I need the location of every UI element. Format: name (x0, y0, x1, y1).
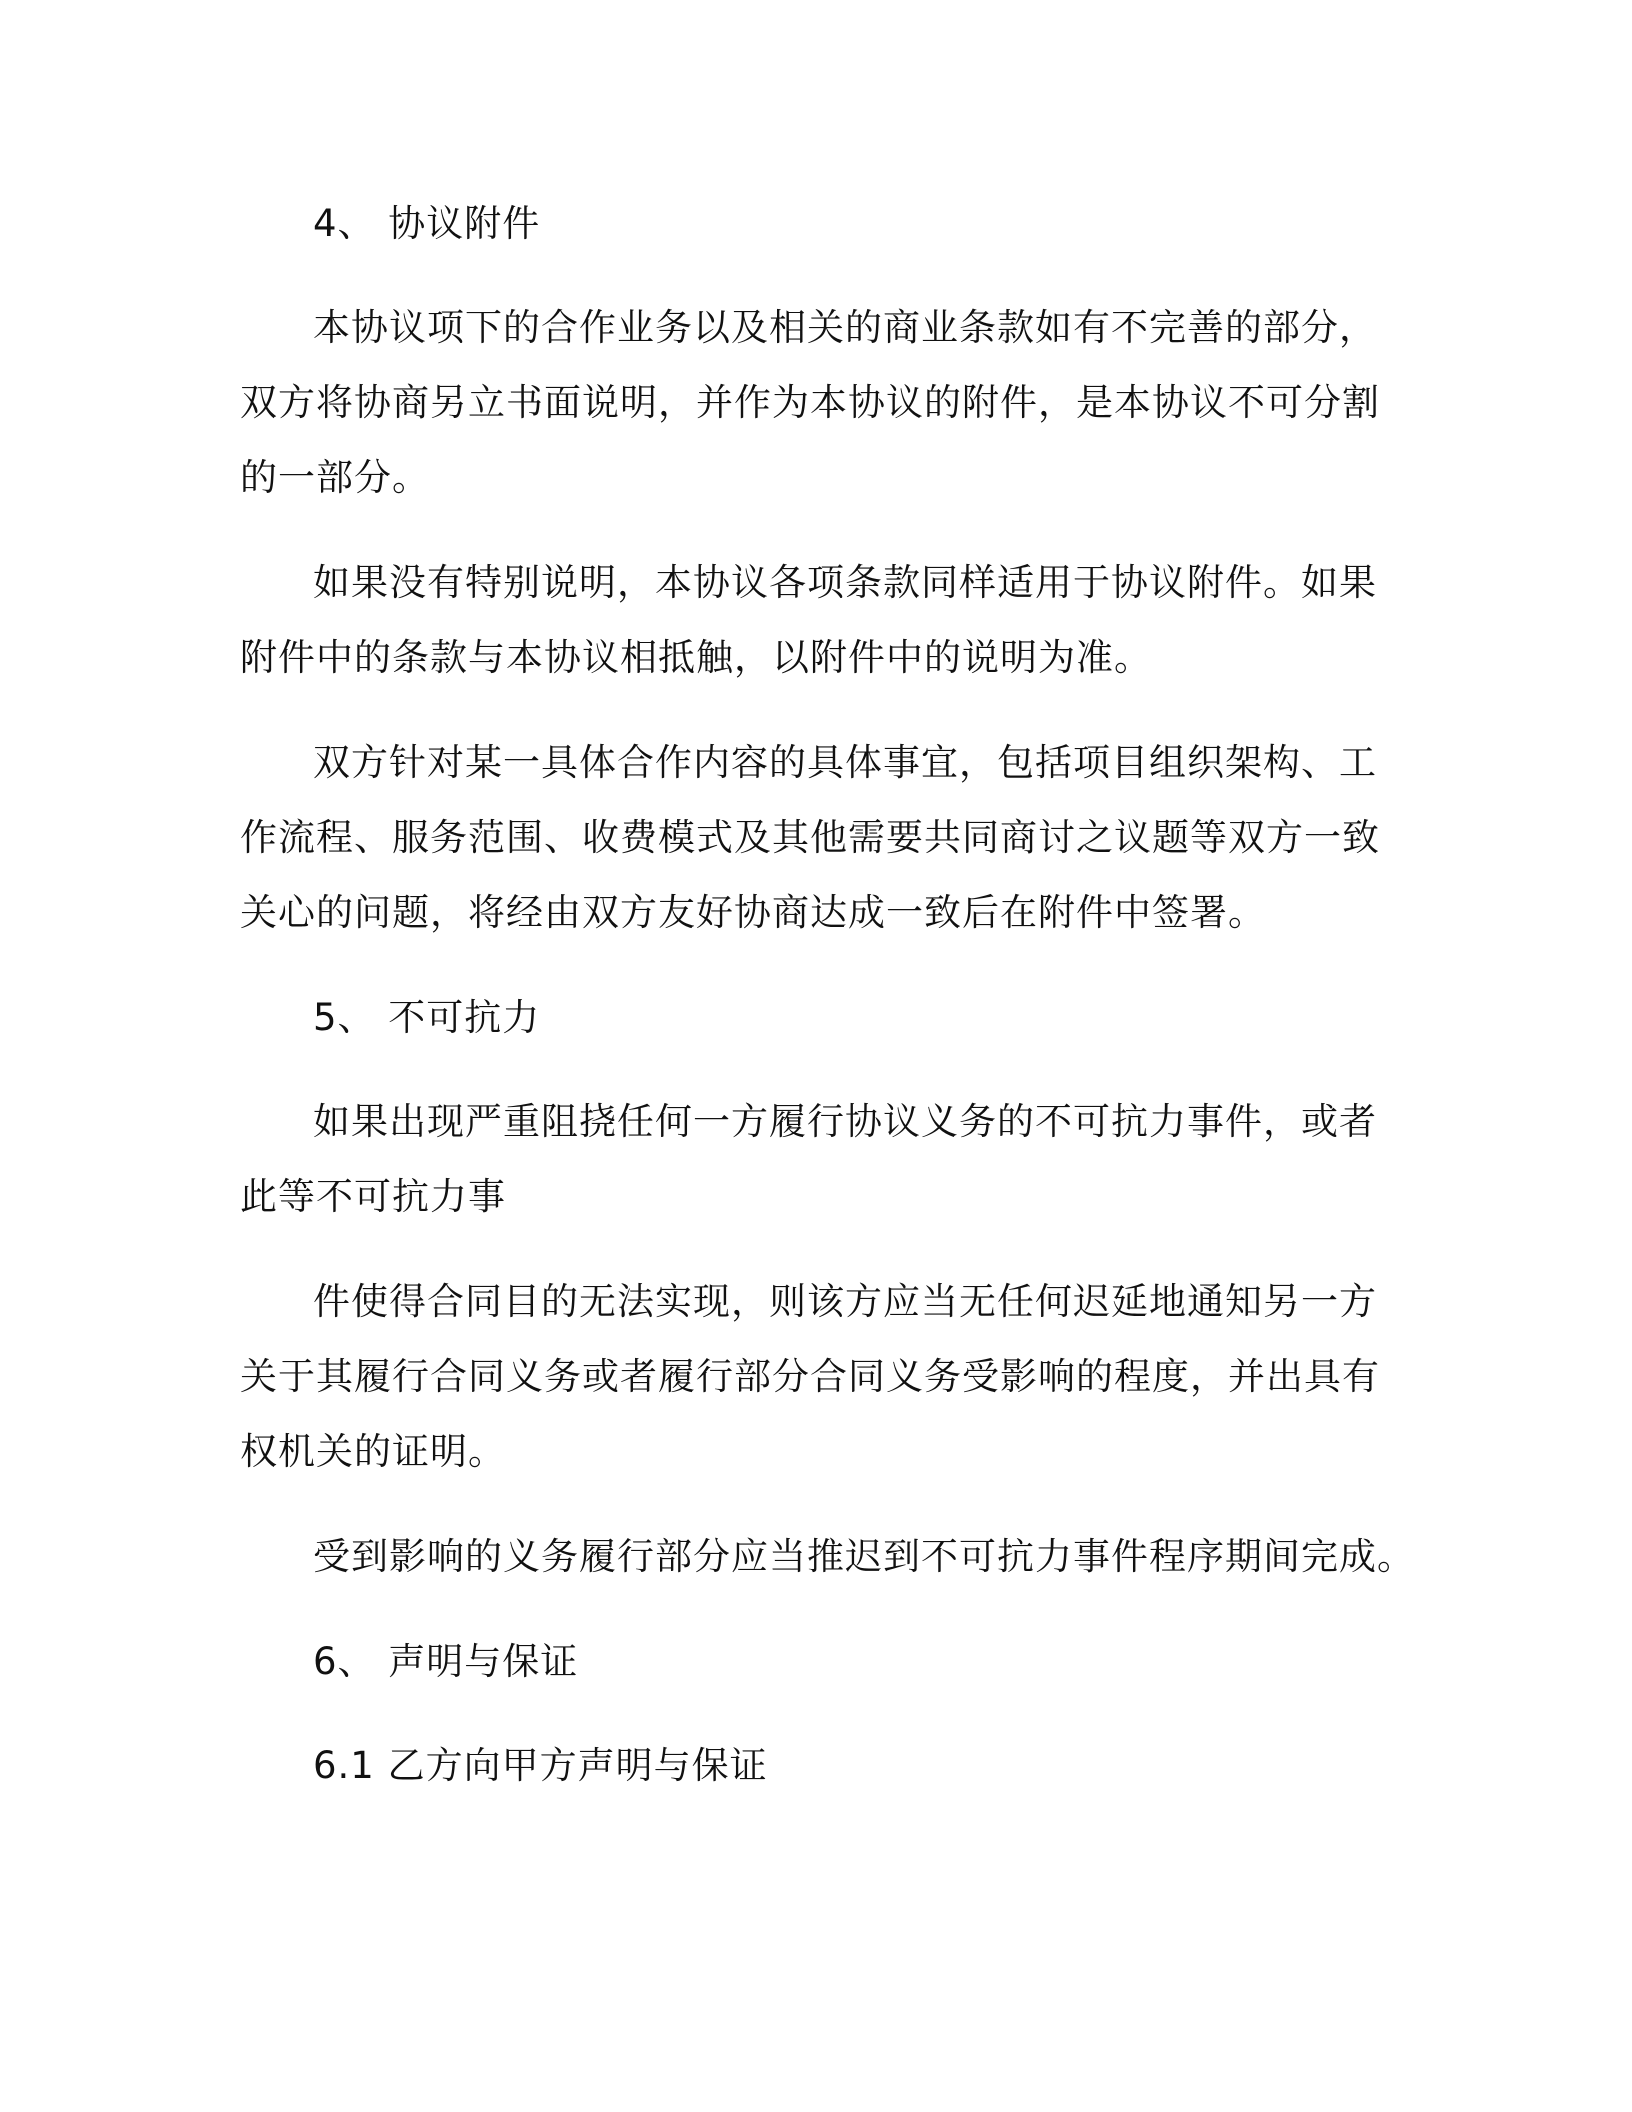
paragraph-5-3: 受到影响的义务履行部分应当推迟到不可抗力事件程序期间完成。 (313, 1535, 1415, 1578)
paragraph-4-2: 如果没有特别说明，本协议各项条款同样适用于协议附件。如果 附件中的条款与本协议相抵触，以附件中的说明为准。 (240, 561, 1377, 679)
paragraph-5-1: 如果出现严重阻挠任何一方履行协议义务的不可抗力事件，或者 此等不可抗力事 (240, 1100, 1377, 1218)
section-heading-5: 5、 不可抗力 (313, 996, 541, 1039)
document-body (240, 186, 1415, 1803)
paragraph-4-3: 双方针对某一具体合作内容的具体事宜，包括项目组织架构、工 作流程、服务范围、收费模式及其他需要共同商讨之议题等双方一致 关心的问题，将经由双方友好协商达成一致后在附件中签署。 (240, 741, 1380, 934)
subsection-heading-6-1: 6.1 乙方向甲方声明与保证 (313, 1744, 768, 1787)
section-heading-6: 6、 声明与保证 (313, 1640, 579, 1683)
paragraph-4-1: 本协议项下的合作业务以及相关的商业条款如有不完善的部分， 双方将协商另立书面说明，并作为本协议的附件，是本协议不可分割 的一部分。 (240, 306, 1380, 499)
section-heading-4: 4、 协议附件 (313, 202, 541, 245)
paragraph-5-2: 件使得合同目的无法实现，则该方应当无任何迟延地通知另一方 关于其履行合同义务或者履行部分合同义务受影响的程度，并出具有 权机关的证明。 (240, 1280, 1380, 1473)
